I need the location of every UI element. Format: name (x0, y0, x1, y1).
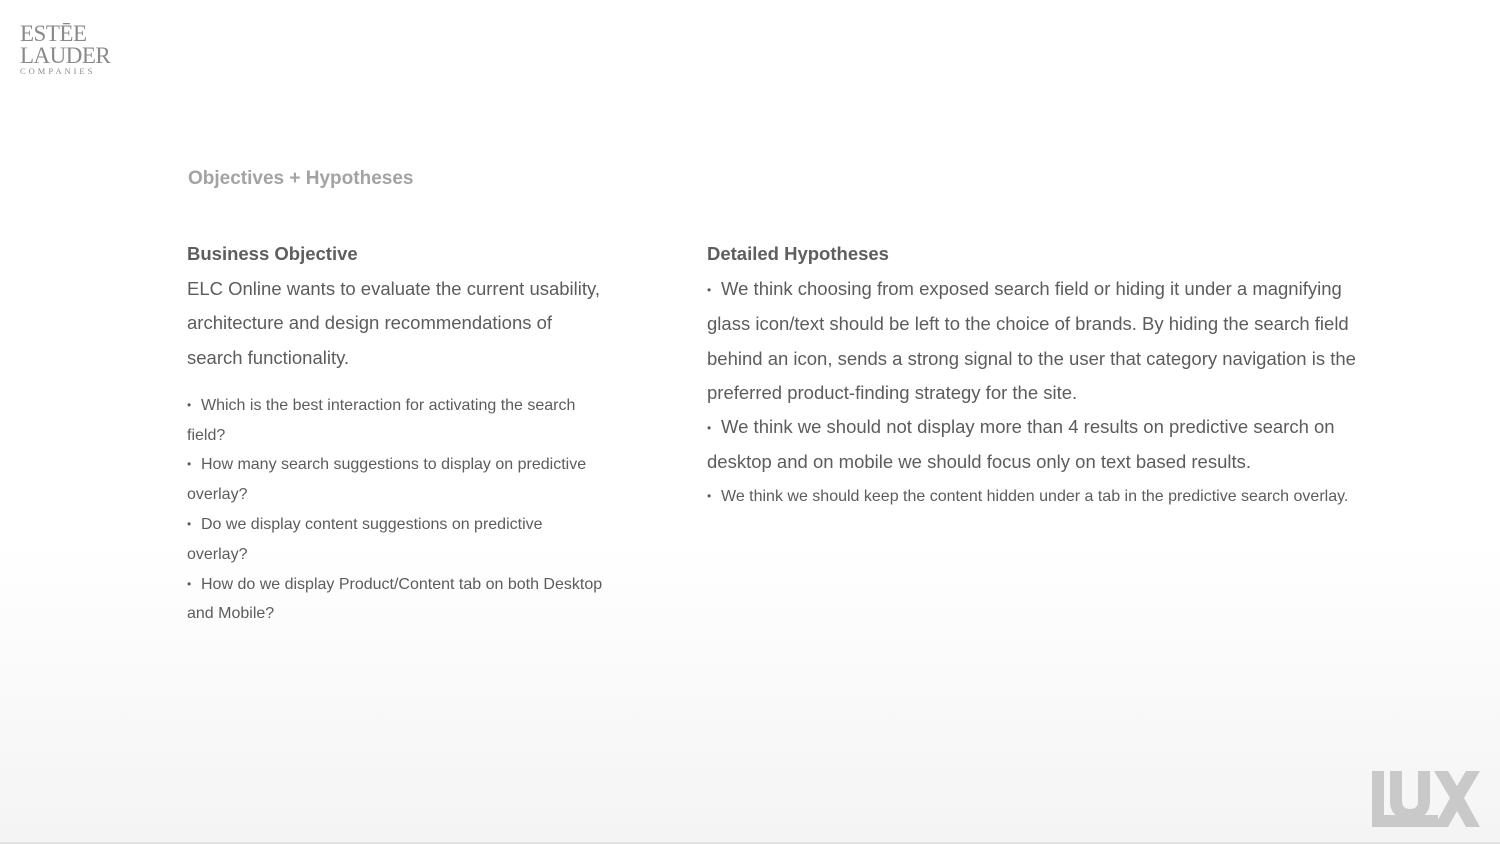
hypotheses-list (707, 272, 1377, 512)
business-objective-heading: Business Objective (187, 243, 358, 264)
questions-list (187, 391, 607, 629)
business-objective-column (187, 242, 607, 629)
question-item (187, 450, 607, 510)
bullet-icon: • (187, 517, 192, 532)
bullet-icon: • (187, 397, 192, 412)
bullet-icon: • (187, 457, 192, 472)
question-text: Do we display content suggestions on predictive overlay? (187, 516, 543, 563)
detailed-hypotheses-heading: Detailed Hypotheses (707, 243, 889, 264)
question-text: How many search suggestions to display on predictive overlay? (187, 456, 587, 504)
bullet-icon: • (707, 488, 712, 503)
bullet-icon: • (707, 283, 712, 297)
hypothesis-text: We think we should not display more than 4 results on predictive search on desktop and on mobile we should focus only on text based results. (707, 416, 1335, 473)
hypothesis-item (707, 272, 1377, 410)
question-text: How do we display Product/Content tab on both Desktop and Mobile? (187, 575, 603, 623)
logo-line-3: COMPANIES (20, 66, 96, 76)
business-objective-text: ELC Online wants to evaluate the current usability, architecture and design recommendations of search functionality. (187, 278, 601, 368)
logo-line-1: ESTĒE (20, 21, 87, 46)
lux-logo (1372, 771, 1480, 827)
question-item (187, 391, 607, 451)
hypothesis-item (707, 410, 1377, 480)
logo-line-2: LAUDER (20, 43, 111, 68)
hypothesis-text: We think choosing from exposed search field or hiding it under a magnifying glass icon/text should be left to the choice of brands. By hiding the search field behind an icon, sends a strong signal to the user that category navigation is the preferred product-finding strategy for the site. (707, 278, 1356, 403)
question-item (187, 570, 607, 630)
question-item (187, 510, 607, 570)
estee-lauder-companies-logo (20, 22, 112, 76)
detailed-hypotheses-column (707, 242, 1377, 512)
hypothesis-text: We think we should keep the content hidden under a tab in the predictive search overlay. (721, 487, 1349, 505)
hypothesis-item (707, 482, 1377, 512)
bullet-icon: • (187, 576, 192, 591)
question-text: Which is the best interaction for activating the search field? (187, 396, 576, 444)
section-title: Objectives + Hypotheses (188, 168, 414, 189)
bullet-icon: • (707, 421, 712, 436)
